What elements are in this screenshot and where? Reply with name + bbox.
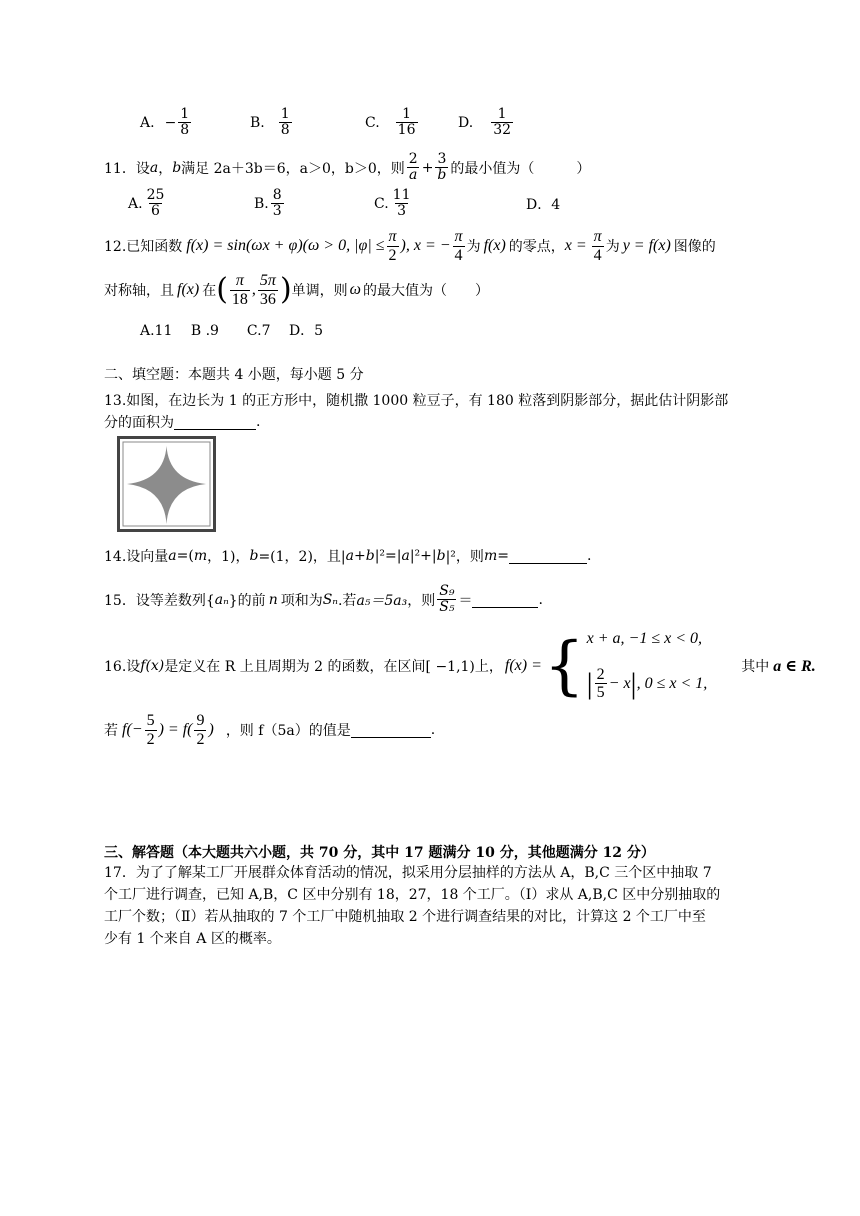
q17-line1: 17．为了了解某工厂开展群众体育活动的情况，拟采用分层抽样的方法从 A，B,C 三个区中抽取 7 (104, 865, 712, 881)
fraction: $\frac{25}{6}$ (146, 187, 165, 220)
astroid-shade (127, 446, 206, 524)
q12-stem-line2: 对称轴，且 f(x) 在 ( $\frac{\pi}{18}$ , $\frac{5\pi}{36}$ ) 单调，则 ω 的最大值为（ ） (104, 272, 489, 308)
fraction: $\frac{5\pi}{36}$ (259, 272, 276, 308)
q10-option-a: A. − $\frac{1}{8}$ (140, 106, 190, 139)
fraction: $\frac{1}{8}$ (280, 106, 290, 139)
left-paren: ( (216, 272, 228, 308)
q17-line2: 个工厂进行调查，已知 A,B，C 区中分别有 18，27，18 个工厂。（Ⅰ）求从 A,B,C 区中分别抽取的 (104, 887, 721, 903)
q17-line4: 少有 1 个来自 A 区的概率。 (104, 931, 281, 947)
q16-stem-line1: 16.设 f(x) 是定义在 R 上且周期为 2 的函数，在区间[ −1,1)上， f(x) = { x + a, −1 ≤ x < 0, | $\frac{2}{5}$ − x | , 0 ≤ x < 1, 其中 a ∈ R. (104, 629, 816, 703)
q11-stem: 11．设 a ， b 满足 2a＋3b＝6，a＞0，b＞0，则 $\frac{2}{a}$ + $\frac{3}{b}$ 的最小值为（ ） (104, 151, 591, 184)
piecewise-case-2: | $\frac{2}{5}$ − x | , 0 ≤ x < 1, (586, 665, 708, 702)
q13-figure (117, 436, 216, 532)
q10-option-b: B. $\frac{1}{8}$ (250, 106, 290, 139)
piecewise-case-1: x + a, −1 ≤ x < 0, (586, 630, 702, 647)
q17-line3: 工厂个数；（Ⅱ）若从抽取的 7 个工厂中随机抽取 2 个进行调查结果的对比，计算这 2 个工厂中至 (104, 909, 706, 925)
section-3-heading: 三、解答题（本大题共六小题，共 70 分，其中 17 题满分 10 分，其他题满分 12 分） (104, 845, 655, 861)
fraction: $\frac{2}{a}$ (408, 151, 418, 184)
answer-blank[interactable] (509, 548, 587, 564)
abs-bar-right: | (630, 666, 637, 700)
q16-stem-line2: 若 f(− $\frac{5}{2}$ ) = f( $\frac{9}{2}$ ) ，则 f（5a）的值是 . (104, 712, 436, 748)
fraction: $\frac{1}{8}$ (180, 106, 190, 139)
fraction: $\frac{2}{5}$ (596, 665, 605, 702)
piecewise-cases (587, 630, 708, 702)
q11-options (128, 188, 560, 220)
q11-option-b: B. $\frac{8}{3}$ (254, 187, 282, 220)
abs-bar-left: | (586, 666, 593, 700)
q15-stem: 15．设等差数列{ aₙ }的前 n 项和为 Sₙ .若 a₅＝5a₃ ，则 $\frac{\text{S₉}}{\text{S₅}}$ ＝ . (104, 583, 543, 616)
answer-blank[interactable] (472, 592, 538, 608)
section-2-heading: 二、填空题：本题共 4 小题，每小题 5 分 (104, 367, 364, 383)
q11-option-d: D．4 (526, 196, 561, 213)
q14-stem: 14.设向量 a =( m ，1)， b =(1，2)，且| a + b |²=| a |²+| b |²，则 m = . (104, 548, 592, 565)
q10-option-c: C. $\frac{1}{16}$ (365, 106, 416, 139)
fraction: $\frac{1}{32}$ (493, 106, 512, 139)
answer-blank[interactable] (174, 414, 256, 430)
right-paren: ) (279, 272, 292, 308)
q13-line1: 13.如图，在边长为 1 的正方形中，随机撒 1000 粒豆子，有 180 粒落到阴影部分，据此估计阴影部 (104, 393, 729, 409)
q12-options: A.11 B .9 C.7 D．5 (140, 323, 324, 339)
fraction: $\frac{\text{S₉}}{\text{S₅}}$ (439, 583, 455, 616)
q13-line2: 分的面积为 . (104, 414, 261, 431)
q12-stem-line1: 12.已知函数 f(x) = sin(ωx + φ)(ω > 0, |φ| ≤ $\frac{\pi}{2}$ ), x = − $\frac{\pi}{4}$ 为 f(x) 的零点， x = $\frac{\pi}{4}$ 为 y = f(x) 图像的 (104, 228, 716, 264)
fraction: $\frac{8}{3}$ (272, 187, 282, 220)
answer-blank[interactable] (351, 722, 431, 738)
fraction: $\frac{1}{16}$ (397, 106, 416, 139)
q10-option-d: D. $\frac{1}{32}$ (458, 106, 512, 139)
fraction: $\frac{\pi}{4}$ (593, 228, 602, 264)
fraction: $\frac{9}{2}$ (196, 712, 205, 748)
fraction: $\frac{\pi}{18}$ (231, 272, 248, 308)
fraction: $\frac{11}{3}$ (392, 187, 411, 220)
piecewise-brace: { (543, 629, 585, 703)
q11-option-c: C. $\frac{11}{3}$ (374, 187, 411, 220)
fraction: $\frac{\pi}{2}$ (388, 228, 397, 264)
fraction: $\frac{3}{b}$ (437, 151, 447, 184)
q11-option-a: A. $\frac{25}{6}$ (128, 187, 165, 220)
fraction: $\frac{5}{2}$ (146, 712, 155, 748)
fraction: $\frac{\pi}{4}$ (454, 228, 463, 264)
q10-options (140, 107, 515, 139)
